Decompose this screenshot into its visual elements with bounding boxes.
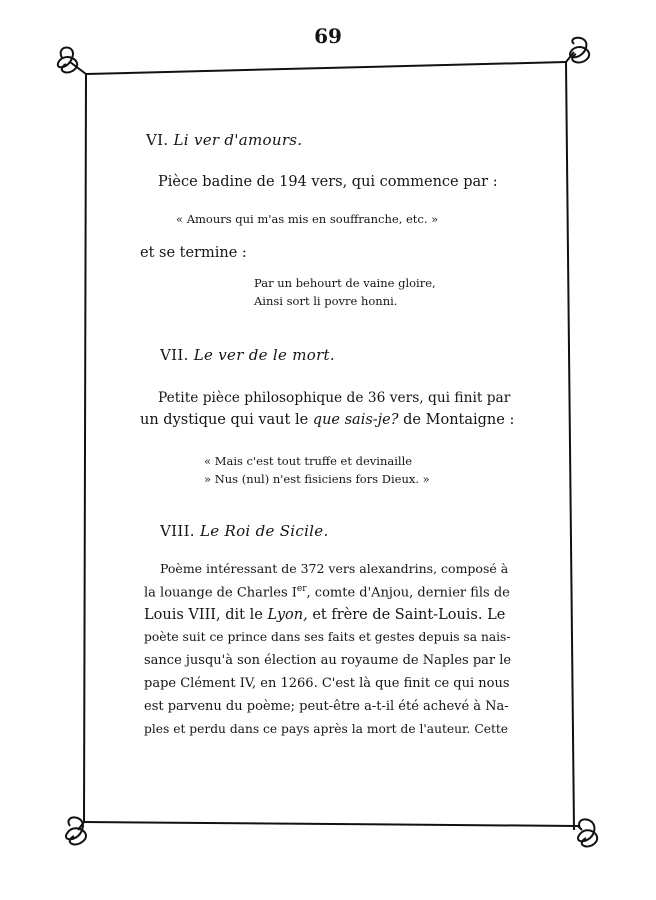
section-6-ending-intro: et se termine : bbox=[140, 245, 247, 261]
section-6-numeral: VI. bbox=[146, 131, 169, 149]
section-8-line-3-italic: Lyon, bbox=[267, 607, 308, 623]
corner-ornament-top-right bbox=[566, 38, 589, 63]
section-6-opening-quote: « Amours qui m'as mis en souffranche, etc. » bbox=[176, 212, 439, 226]
section-7-verse-line-2: » Nus (nul) n'est fisiciens fors Dieux. » bbox=[204, 472, 430, 486]
section-8-line-5: sance jusqu'à son élection au royaume de Naples par le bbox=[144, 653, 512, 668]
section-6-heading bbox=[146, 131, 302, 149]
section-8-line-2-after: , comte d'Anjou, dernier fils de bbox=[306, 585, 510, 601]
section-8-title: Le Roi de Sicile. bbox=[199, 522, 329, 540]
section-8-line-7: est parvenu du poème; peut-être a-t-il été achevé à Na- bbox=[144, 699, 509, 714]
section-7-heading bbox=[160, 346, 335, 364]
section-7-line-2-after: de Montaigne : bbox=[403, 412, 515, 428]
section-8-line-6: pape Clément IV, en 1266. C'est là que finit ce qui nous bbox=[144, 676, 510, 691]
section-8-line-2-superscript: er bbox=[296, 584, 307, 594]
corner-ornament-top-left bbox=[58, 48, 86, 75]
section-8-line-8: ples et perdu dans ce pays après la mort de l'auteur. Cette bbox=[144, 722, 509, 736]
section-8-line-3-after: et frère de Saint-Louis. Le bbox=[312, 607, 506, 623]
section-8-line-2-before: la louange de Charles I bbox=[144, 585, 297, 601]
corner-ornament-bottom-left bbox=[66, 817, 86, 844]
section-7-line-2-italic: que sais-je? bbox=[312, 412, 399, 428]
section-8-line-3 bbox=[144, 607, 505, 623]
section-7-verse-line-1: « Mais c'est tout truffe et devinaille bbox=[204, 454, 413, 468]
section-7-description-line-2 bbox=[140, 412, 514, 428]
section-8-heading bbox=[160, 522, 329, 540]
section-7-description-line-1: Petite pièce philosophique de 36 vers, qui finit par bbox=[158, 390, 511, 406]
section-7-numeral: VII. bbox=[160, 346, 189, 364]
section-8-line-3-before: Louis VIII, dit le bbox=[144, 607, 263, 623]
section-6-description: Pièce badine de 194 vers, qui commence par : bbox=[158, 174, 498, 190]
section-7-line-2-before: un dystique qui vaut le bbox=[140, 412, 309, 428]
section-8-numeral: VIII. bbox=[160, 522, 195, 540]
section-8-line-4: poète suit ce prince dans ses faits et gestes depuis sa nais- bbox=[144, 630, 511, 644]
section-8-line-1: Poème intéressant de 372 vers alexandrins, composé à bbox=[160, 561, 509, 576]
section-8-line-2 bbox=[144, 584, 510, 600]
section-6-verse-line-1: Par un behourt de vaine gloire, bbox=[254, 276, 436, 290]
corner-ornament-bottom-right bbox=[578, 819, 597, 846]
section-6-verse-line-2: Ainsi sort li povre honni. bbox=[254, 294, 398, 308]
section-6-title: Li ver d'amours. bbox=[173, 131, 303, 149]
page-number: 69 bbox=[314, 24, 342, 48]
section-7-title: Le ver de le mort. bbox=[193, 346, 335, 364]
